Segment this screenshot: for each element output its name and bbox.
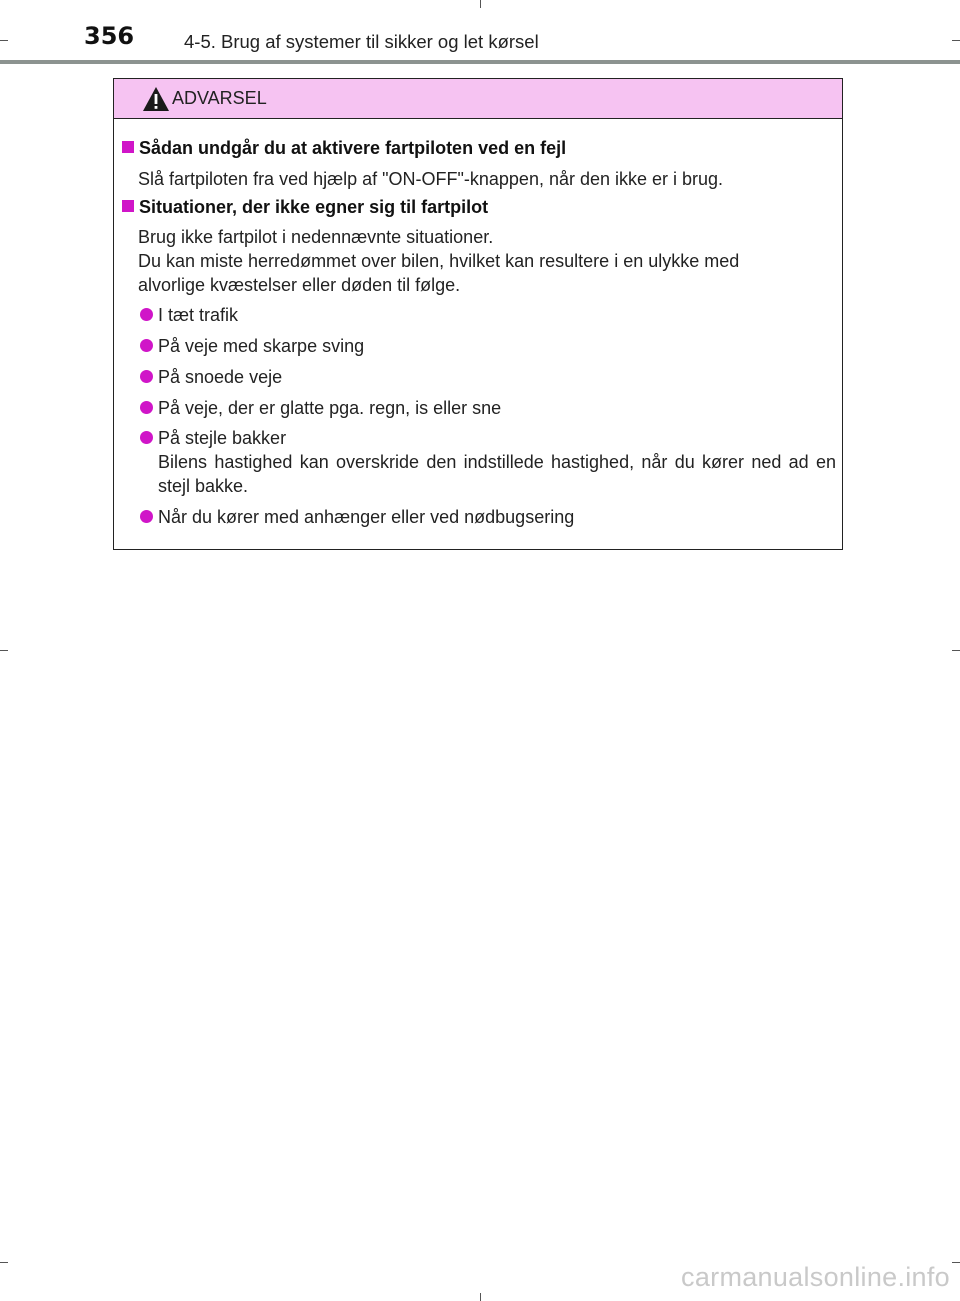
bullet-item <box>140 303 836 327</box>
warning-triangle-icon <box>142 86 170 112</box>
warning-box <box>113 78 843 550</box>
paragraph: Brug ikke fartpilot i nedennævnte situationer. <box>138 227 494 247</box>
watermark: carmanualsonline.info <box>681 1262 950 1292</box>
crop-mark <box>0 40 8 41</box>
crop-mark <box>480 1293 481 1301</box>
header-rule <box>0 60 960 64</box>
page-number: 356 <box>84 22 135 50</box>
crop-mark <box>0 1262 8 1263</box>
paragraph: Slå fartpiloten fra ved hjælp af "ON-OFF"-knappen, når den ikke er i brug. <box>138 169 724 189</box>
bullet-item <box>140 505 836 529</box>
warning-header <box>114 79 842 119</box>
bullet-note: Bilens hastighed kan overskride den indstillede hastighed, når du kører ned ad en stejl bakke. <box>158 452 836 496</box>
bullet-item <box>140 396 836 420</box>
crop-mark <box>0 650 8 651</box>
bullet-text: Når du kører med anhænger eller ved nødbugsering <box>158 507 575 527</box>
crop-mark <box>480 0 481 8</box>
square-bullet-icon <box>122 200 134 212</box>
section-heading: Sådan undgår du at aktivere fartpiloten ved en fejl <box>122 138 566 159</box>
section-title: 4-5. Brug af systemer til sikker og let kørsel <box>184 31 539 52</box>
square-bullet-icon <box>122 141 134 153</box>
round-bullet-icon <box>140 308 153 321</box>
round-bullet-icon <box>140 510 153 523</box>
paragraph: alvorlige kvæstelser eller døden til følge. <box>138 275 461 295</box>
round-bullet-icon <box>140 401 153 414</box>
warning-title: ADVARSEL <box>172 88 267 108</box>
crop-mark <box>952 40 960 41</box>
bullet-text: I tæt trafik <box>158 305 239 325</box>
crop-mark <box>952 1262 960 1263</box>
bullet-text: På snoede veje <box>158 367 283 387</box>
crop-mark <box>952 650 960 651</box>
round-bullet-icon <box>140 431 153 444</box>
section-heading: Situationer, der ikke egner sig til fartpilot <box>122 197 488 218</box>
round-bullet-icon <box>140 339 153 352</box>
bullet-text: På veje med skarpe sving <box>158 336 365 356</box>
bullet-text: På stejle bakker <box>158 428 287 448</box>
paragraph: Du kan miste herredømmet over bilen, hvilket kan resultere i en ulykke med <box>138 251 740 271</box>
bullet-item <box>140 426 836 498</box>
bullet-item <box>140 365 836 389</box>
bullet-text: På veje, der er glatte pga. regn, is eller sne <box>158 398 502 418</box>
bullet-item <box>140 334 836 358</box>
round-bullet-icon <box>140 370 153 383</box>
